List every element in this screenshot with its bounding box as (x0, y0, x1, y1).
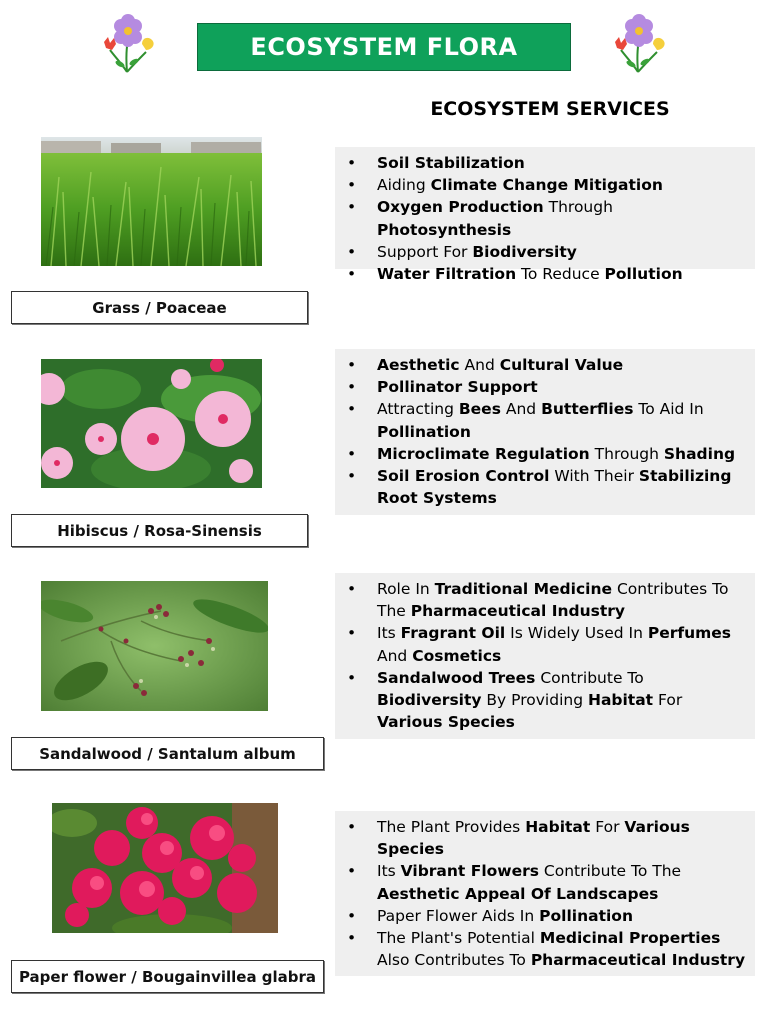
service-item (343, 174, 747, 196)
service-keyword: Microclimate Regulation (377, 444, 590, 463)
service-keyword: Pharmaceutical Industry (410, 602, 626, 621)
grass-photo (41, 137, 262, 266)
page-title: ECOSYSTEM FLORA (197, 23, 571, 71)
service-keyword: Water Filtration (377, 265, 517, 284)
service-keyword: Pollinator Support (377, 378, 538, 397)
service-keyword: Oxygen Production (377, 198, 544, 217)
flower-bouquet-icon (92, 10, 162, 80)
bougainvillea-photo (52, 803, 278, 933)
service-text: And (500, 400, 542, 419)
service-item (343, 196, 747, 240)
service-text: Contribute To The (538, 862, 682, 881)
services-list (343, 152, 747, 285)
service-keyword: Aesthetic (377, 356, 460, 374)
service-text: By Providing (481, 691, 588, 710)
service-item (343, 860, 747, 904)
service-text: Its (377, 624, 401, 643)
service-keyword: Cultural Value (499, 356, 624, 374)
service-item (343, 354, 747, 376)
service-item (343, 152, 747, 174)
service-keyword: Butterflies (541, 400, 634, 419)
sandalwood-photo (41, 581, 268, 711)
service-item (343, 816, 747, 860)
service-text: Through (589, 444, 664, 463)
services-heading: ECOSYSTEM SERVICES (430, 98, 670, 120)
service-text: And (459, 356, 500, 374)
service-keyword: Medicinal Properties (539, 929, 721, 948)
service-text: Through (543, 198, 613, 217)
service-keyword: Pharmaceutical Industry (530, 951, 746, 970)
service-text: Also Contributes To (377, 951, 531, 970)
services-box-4 (335, 811, 755, 976)
service-keyword: Biodiversity (377, 691, 482, 710)
services-box-2 (335, 349, 755, 515)
service-keyword: Traditional Medicine (434, 580, 613, 598)
services-box-1 (335, 147, 755, 284)
service-keyword: Soil Erosion Control (377, 467, 550, 486)
plant-name-label: Hibiscus / Rosa-Sinensis (11, 514, 308, 547)
service-text: Contribute To (535, 668, 644, 687)
service-text: The Plant Provides (377, 818, 526, 836)
service-keyword: Various Species (377, 713, 515, 732)
service-text: With Their (549, 467, 639, 486)
flower-bouquet-icon (603, 10, 673, 80)
service-keyword: Biodiversity (472, 242, 577, 261)
service-item (343, 398, 747, 442)
service-keyword: Cosmetics (412, 646, 502, 665)
service-keyword: Stabilizing Root Systems (377, 467, 732, 508)
service-keyword: Fragrant Oil (400, 624, 506, 643)
service-keyword: Various Species (377, 818, 690, 859)
service-text: To Reduce (516, 265, 605, 284)
service-item (343, 263, 747, 285)
service-text: The Plant's Potential (377, 929, 540, 948)
service-keyword: Aesthetic Appeal Of Landscapes (377, 884, 659, 903)
service-text: Paper Flower Aids In (377, 906, 540, 925)
service-item (343, 376, 747, 398)
service-keyword: Photosynthesis (377, 220, 512, 239)
service-item (343, 465, 747, 509)
service-keyword: Bees (458, 400, 501, 419)
plant-name-label: Grass / Poaceae (11, 291, 308, 324)
hibiscus-photo (41, 359, 262, 488)
service-keyword: Sandalwood Trees (377, 668, 536, 687)
service-text: Is Widely Used In (505, 624, 648, 643)
service-text: Contributes To The (377, 580, 729, 621)
services-list (343, 578, 747, 733)
service-keyword: Soil Stabilization (377, 154, 525, 172)
service-keyword: Habitat (587, 691, 654, 710)
services-box-3 (335, 573, 755, 739)
service-item (343, 905, 747, 927)
service-keyword: Habitat (525, 818, 591, 836)
services-list (343, 816, 747, 971)
service-keyword: Pollination (377, 422, 471, 441)
service-keyword: Shading (663, 444, 736, 463)
service-text: Its (377, 862, 401, 881)
service-keyword: Perfumes (647, 624, 732, 643)
service-text: Attracting (377, 400, 459, 419)
service-text: Support For (377, 242, 473, 261)
service-text: And (377, 646, 413, 665)
service-item (343, 443, 747, 465)
service-keyword: Pollution (604, 265, 683, 284)
service-keyword: Vibrant Flowers (400, 862, 539, 881)
service-item (343, 927, 747, 971)
plant-name-label: Sandalwood / Santalum album (11, 737, 324, 770)
service-keyword: Climate Change Mitigation (430, 176, 663, 195)
service-text: For (653, 691, 683, 710)
service-text: To Aid In (633, 400, 704, 419)
services-list (343, 354, 747, 509)
service-item (343, 667, 747, 734)
service-item (343, 578, 747, 622)
service-item (343, 241, 747, 263)
service-text: Role In (377, 580, 435, 598)
service-text: For (590, 818, 625, 836)
plant-name-label: Paper flower / Bougainvillea glabra (11, 960, 324, 993)
service-text: Aiding (377, 176, 431, 195)
service-item (343, 622, 747, 666)
service-keyword: Pollination (539, 906, 633, 925)
